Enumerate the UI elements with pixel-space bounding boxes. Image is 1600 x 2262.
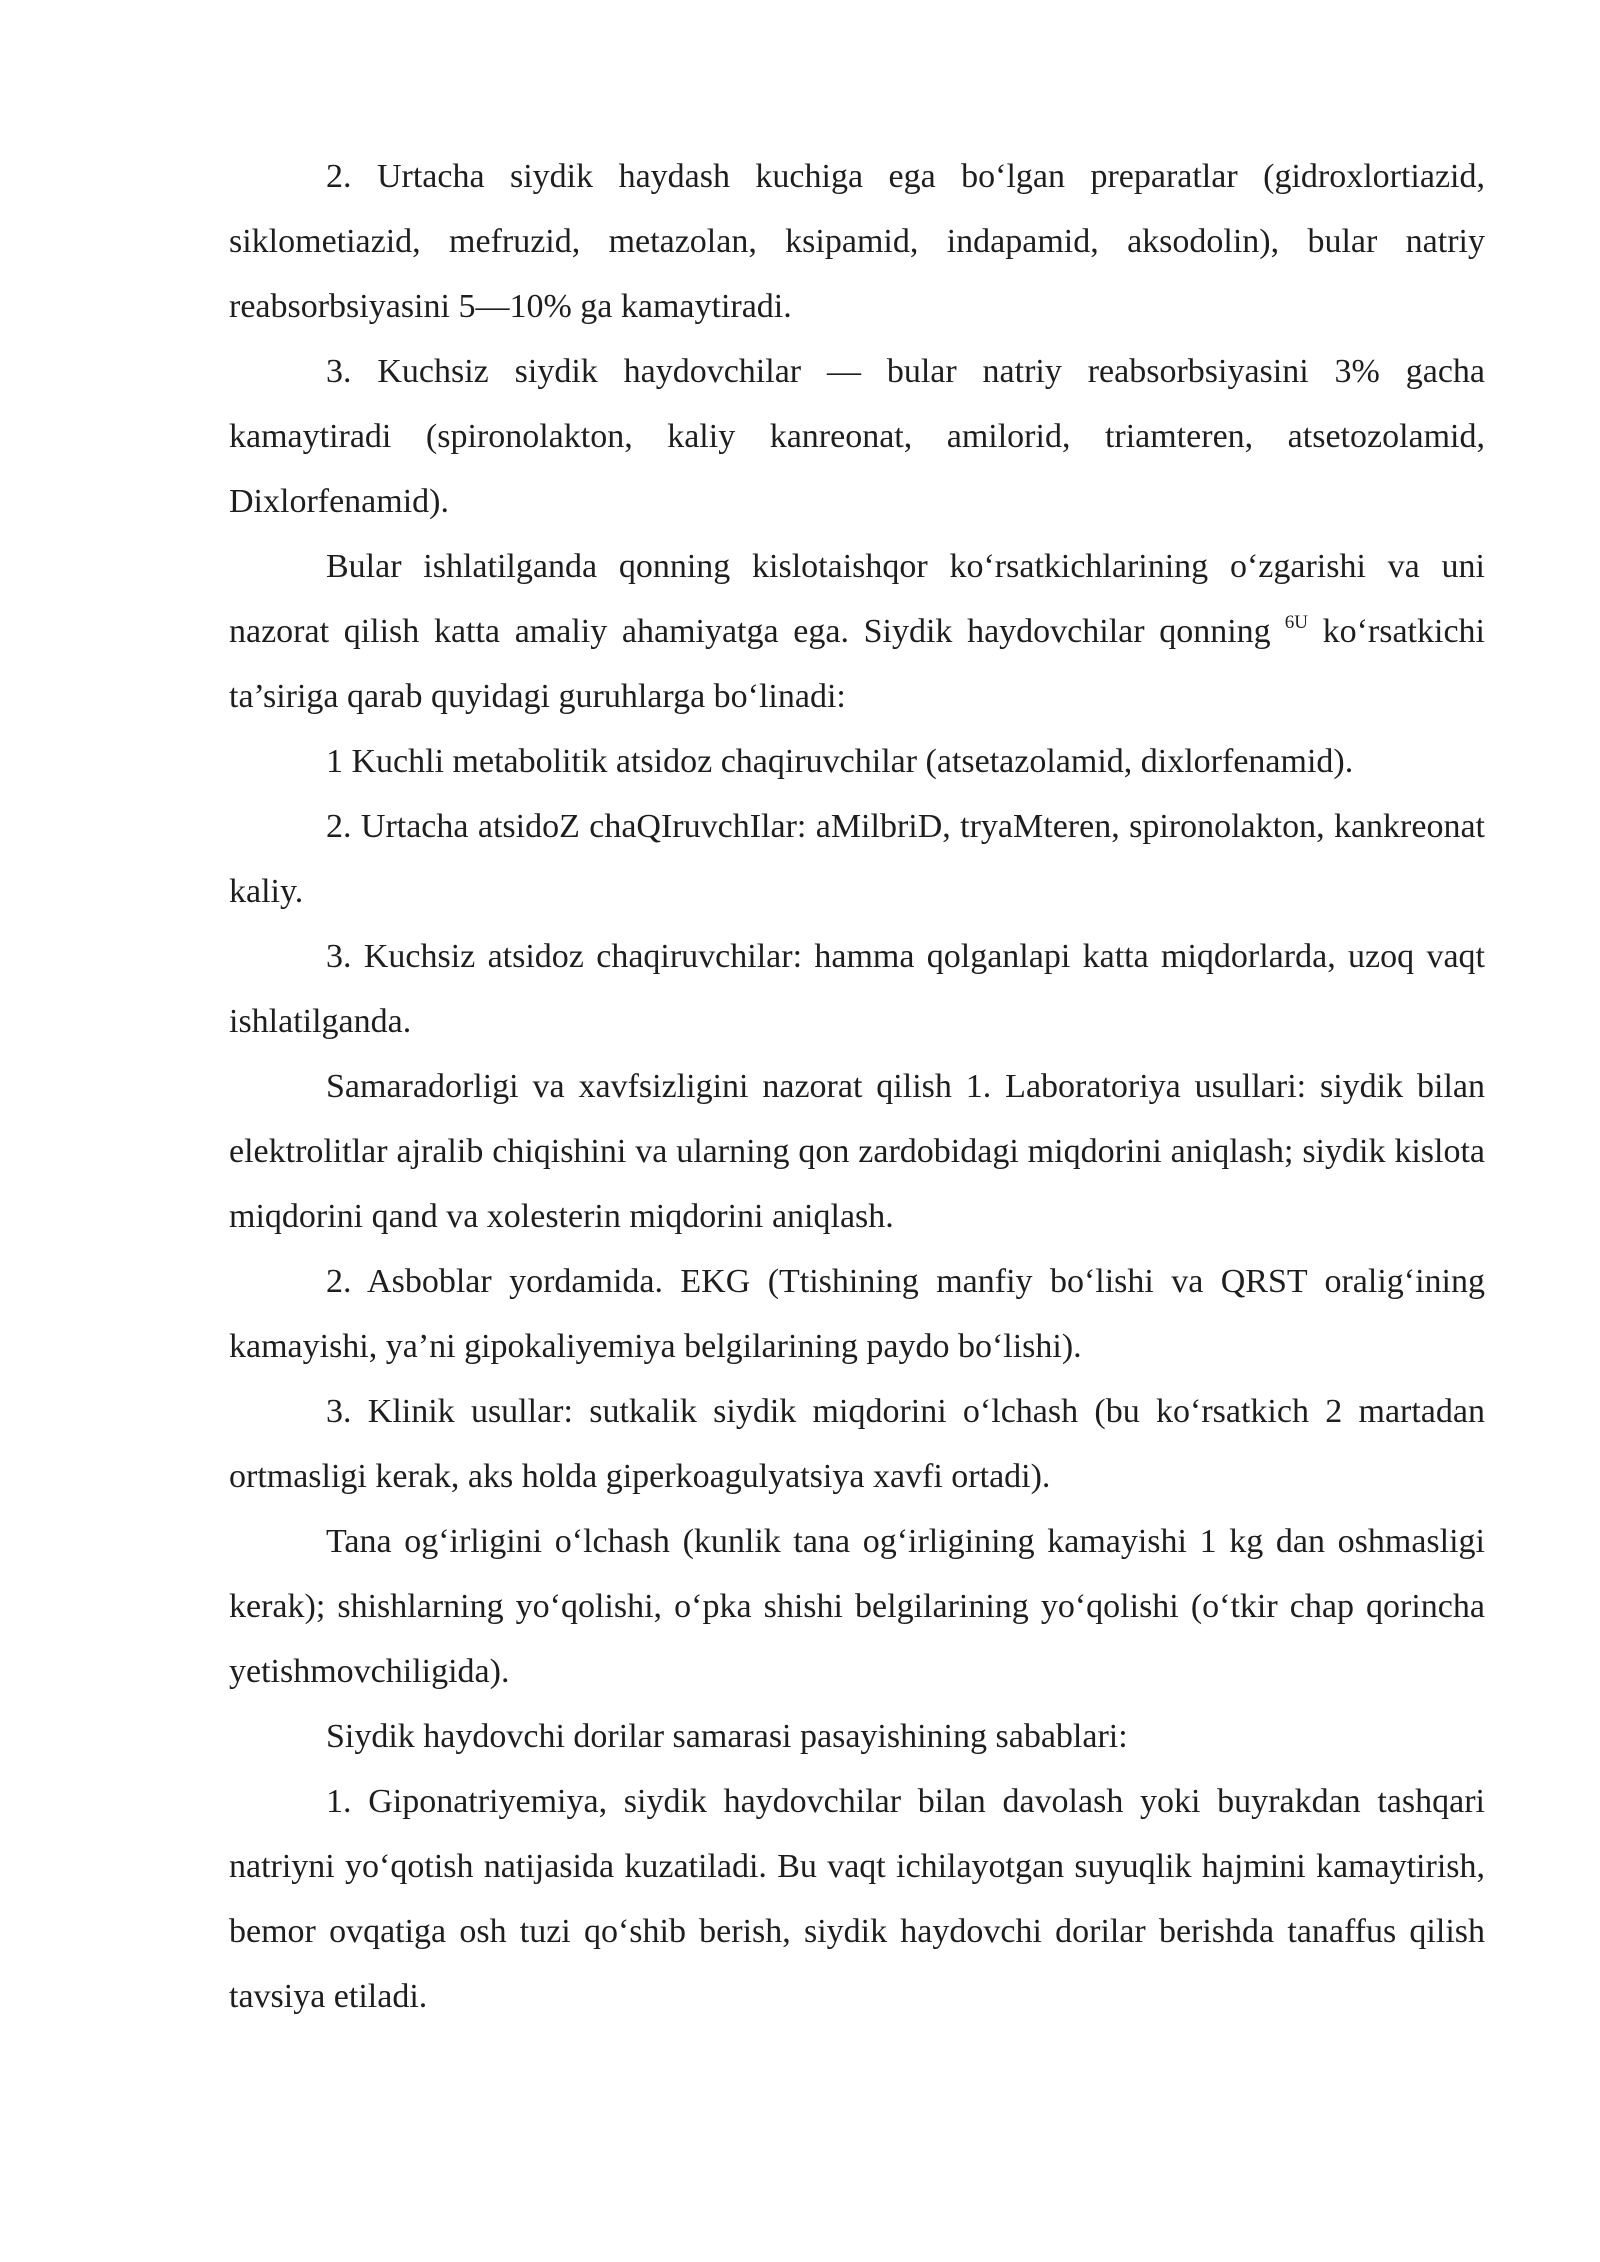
paragraph-acid-base-intro bbox=[229, 534, 1485, 729]
paragraph-moderate-diuretics: 2. Urtacha siydik haydash kuchiga ega bo‘lgan preparatlar (gidroxlortiazid, siklometiazid, mefruzid, metazolan, ksipamid, indapamid, aksodolin), bular natriy reabsorbsiyasini 5—10% ga kamaytiradi. bbox=[229, 158, 1485, 325]
paragraph-instrumental-methods: 2. Asboblar yordamida. EKG (Ttishining manfiy bo‘lishi va QRST oralig‘ining kamayishi, ya’ni gipokaliyemiya belgilarining paydo bo‘lishi). bbox=[229, 1263, 1485, 1365]
superscript-mark: 6U bbox=[1284, 612, 1308, 633]
paragraph-acid-base-text-cont: ko‘rsatkichi ta’siriga qarab quyidagi guruhlarga bo‘linadi: bbox=[229, 613, 1485, 715]
paragraph-hyponatremia: 1. Giponatriyemiya, siydik haydovchilar bilan davolash yoki buyrakdan tashqari natriyni yo‘qotish natijasida kuzatiladi. Bu vaqt ichilayotgan suyuqlik hajmini kamaytirish, bemor ovqatiga osh tuzi qo‘shib berish, siydik haydovchi dorilar berishda tanaffus qilish tavsiya etiladi. bbox=[229, 1783, 1485, 2015]
paragraph-body-weight: Tana og‘irligini o‘lchash (kunlik tana og‘irligining kamayishi 1 kg dan oshmasligi kerak); shishlarning yo‘qolishi, o‘pka shishi belgilarining yo‘qolishi (o‘tkir chap qorincha yetishmovchiligida). bbox=[229, 1523, 1485, 1690]
paragraph-weak-acidosis: 3. Kuchsiz atsidoz chaqiruvchilar: hamma qolganlapi katta miqdorlarda, uzoq vaqt ishlatilganda. bbox=[229, 938, 1485, 1040]
paragraph-acid-base-text: Bular ishlatilganda qonning kislotaishqor ko‘rsatkichlarining o‘zgarishi va uni nazorat qilish katta amaliy ahamiyatga ega. Siydik haydovchilar qonning bbox=[229, 548, 1485, 650]
paragraph-clinical-methods: 3. Klinik usullar: sutkalik siydik miqdorini o‘lchash (bu ko‘rsatkich 2 martadan ortmasligi kerak, aks holda giperkoagulyatsiya xavfi ortadi). bbox=[229, 1393, 1485, 1495]
paragraph-moderate-acidosis: 2. Urtacha atsidoZ chaQIruvchIlar: aMilbriD, tryaMteren, spironolakton, kankreonat kaliy. bbox=[229, 808, 1485, 910]
paragraph-reasons-heading: Siydik haydovchi dorilar samarasi pasayishining sabablari: bbox=[326, 1718, 1128, 1755]
document-body bbox=[229, 144, 1485, 2029]
paragraph-strong-acidosis: 1 Kuchli metabolitik atsidoz chaqiruvchilar (atsetazolamid, dixlorfenamid). bbox=[326, 743, 1354, 780]
paragraph-laboratory-methods: Samaradorligi va xavfsizligini nazorat qilish 1. Laboratoriya usullari: siydik bilan elektrolitlar ajralib chiqishini va ularning qon zardobidagi miqdorini aniqlash; siydik kislota miqdorini qand va xolesterin miqdorini aniqlash. bbox=[229, 1068, 1485, 1235]
paragraph-weak-diuretics: 3. Kuchsiz siydik haydovchilar — bular natriy reabsorbsiyasini 3% gacha kamaytiradi (spironolakton, kaliy kanreonat, amilorid, triamteren, atsetozolamid, Dixlorfenamid). bbox=[229, 353, 1485, 520]
